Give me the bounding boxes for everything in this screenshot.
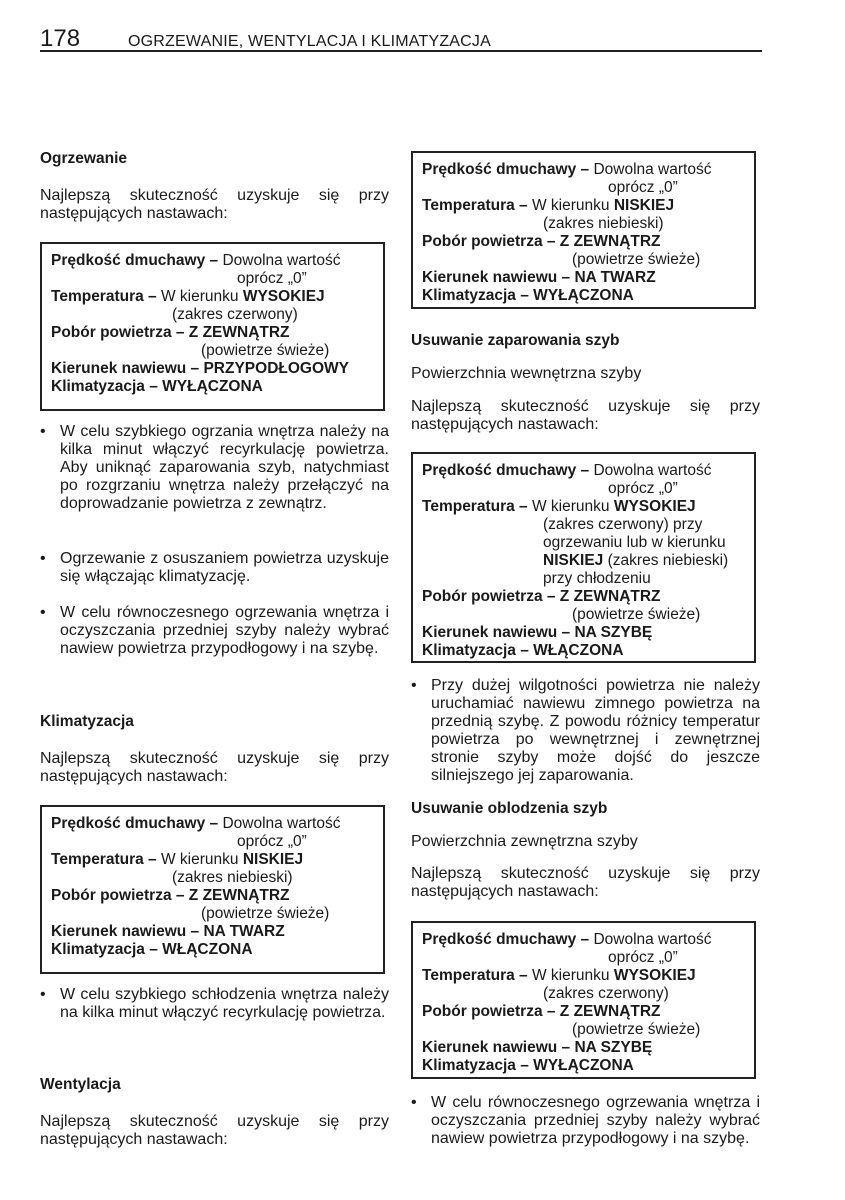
intake-setting: Pobór powietrza – Z ZEWNĄTRZ — [51, 887, 290, 904]
blower-value-cont: oprócz „0” — [608, 480, 678, 497]
temperature-cont: (zakres czerwony) — [172, 306, 298, 323]
list-item: • W celu szybkiego ogrzania wnętrza należy na kilka minut włączyć recyrkulację powietrza. Aby uniknąć zaparowania szyb, natychmiast po rozgrzaniu wnętrza należy przełączyć na doprowadzanie powietrza z zewnątrz. — [40, 423, 389, 512]
direction-setting: Kierunek nawiewu – NA SZYBĘ — [422, 1039, 653, 1056]
blower-label: Prędkość dmuchawy – — [51, 252, 219, 269]
direction-setting: Kierunek nawiewu – NA TWARZ — [422, 269, 656, 286]
bullet-text: Przy dużej wilgotności powietrza nie należy uruchamiać nawiewu zimnego powietrza na przednią szybę. Z powodu różnicy temperatur powietrza po wewnętrznej i zewnętrznej stronie szyby może dojść do jeszcze silniejszego jej zaparowania. — [431, 677, 760, 784]
temperature-cont: (zakres niebieski) — [607, 552, 729, 569]
list-item: • W celu równoczesnego ogrzewania wnętrza i oczyszczania przedniej szyby należy wybrać nawiew powietrza przypodłogowy i na szybę. — [411, 1094, 760, 1147]
page-number: 178 — [40, 25, 81, 52]
temperature-cont-bold: NISKIEJ — [543, 552, 604, 569]
bullet-text: W celu szybkiego schłodzenia wnętrza należy na kilka minut włączyć recyrkulację powietrza. — [60, 986, 389, 1021]
heating-settings-box — [40, 242, 385, 411]
direction-setting: Kierunek nawiewu – NA TWARZ — [51, 923, 285, 940]
ventilation-settings-box — [411, 151, 756, 309]
temperature-label: Temperatura – — [51, 851, 157, 868]
blower-value-cont: oprócz „0” — [237, 833, 307, 850]
intake-cont: (powietrze świeże) — [572, 1021, 701, 1038]
blower-value-cont: oprócz „0” — [608, 179, 678, 196]
temperature-value: W kierunku — [531, 498, 610, 515]
ac-setting: Klimatyzacja – WYŁĄCZONA — [422, 287, 634, 304]
blower-value: Dowolna wartość — [222, 252, 341, 269]
ac-setting: Klimatyzacja – WŁĄCZONA — [51, 941, 253, 958]
temperature-cont: ogrzewaniu lub w kierunku — [543, 534, 726, 551]
section-heading-defog: Usuwanie zaparowania szyb — [411, 332, 620, 349]
defog-sub: Powierzchnia wewnętrzna szyby — [411, 365, 642, 382]
ac-setting: Klimatyzacja – WYŁĄCZONA — [51, 378, 263, 395]
temperature-value: W kierunku — [160, 288, 239, 305]
temperature-label: Temperatura – — [422, 498, 528, 515]
blower-value-cont: oprócz „0” — [608, 949, 678, 966]
defog-intro: Najlepszą skuteczność uzyskuje się przy następujących nastawach: — [411, 398, 760, 433]
temperature-cont: (zakres czerwony) przy — [543, 516, 703, 533]
temperature-value: W kierunku — [531, 967, 610, 984]
ac-intro: Najlepszą skuteczność uzyskuje się przy następujących nastawach: — [40, 750, 389, 785]
blower-value: Dowolna wartość — [593, 931, 712, 948]
intake-cont: (powietrze świeże) — [572, 251, 701, 268]
blower-value: Dowolna wartość — [593, 161, 712, 178]
bullet-text: W celu równoczesnego ogrzewania wnętrza i oczyszczania przedniej szyby należy wybrać nawiew powietrza przypodłogowy i na szybę. — [431, 1094, 760, 1147]
temperature-label: Temperatura – — [422, 197, 528, 214]
temperature-value-bold: WYSOKIEJ — [613, 967, 696, 984]
blower-label: Prędkość dmuchawy – — [422, 931, 590, 948]
ventilation-intro: Najlepszą skuteczność uzyskuje się przy następujących nastawach: — [40, 1113, 389, 1148]
temperature-value-bold: NISKIEJ — [242, 851, 304, 868]
blower-label: Prędkość dmuchawy – — [422, 161, 590, 178]
temperature-cont: (zakres czerwony) — [543, 985, 669, 1002]
bullet-text: Ogrzewanie z osuszaniem powietrza uzyskuje się włączając klimatyzację. — [60, 550, 389, 585]
ac-setting: Klimatyzacja – WYŁĄCZONA — [422, 1057, 634, 1074]
defog-settings-box — [411, 452, 756, 663]
temperature-label: Temperatura – — [422, 967, 528, 984]
intake-cont: (powietrze świeże) — [201, 342, 330, 359]
direction-setting: Kierunek nawiewu – PRZYPODŁOGOWY — [51, 360, 349, 377]
bullet-text: W celu szybkiego ogrzania wnętrza należy na kilka minut włączyć recyrkulację powietrza. Aby uniknąć zaparowania szyb, natychmiast po rozgrzaniu wnętrza należy przełączyć na doprowadzanie powietrza z zewnątrz. — [60, 423, 389, 512]
defrost-sub: Powierzchnia zewnętrzna szyby — [411, 833, 638, 850]
section-heading-heating: Ogrzewanie — [40, 150, 127, 167]
intake-setting: Pobór powietrza – Z ZEWNĄTRZ — [422, 588, 661, 605]
page-header — [40, 26, 762, 52]
direction-setting: Kierunek nawiewu – NA SZYBĘ — [422, 624, 653, 641]
ac-setting: Klimatyzacja – WŁĄCZONA — [422, 642, 624, 659]
blower-label: Prędkość dmuchawy – — [422, 462, 590, 479]
blower-value: Dowolna wartość — [593, 462, 712, 479]
blower-label: Prędkość dmuchawy – — [51, 815, 219, 832]
intake-cont: (powietrze świeże) — [572, 606, 701, 623]
section-heading-ac: Klimatyzacja — [40, 713, 134, 730]
temperature-value: W kierunku — [160, 851, 239, 868]
list-item: • Przy dużej wilgotności powietrza nie należy uruchamiać nawiewu zimnego powietrza na przednią szybę. Z powodu różnicy temperatur powietrza po wewnętrznej i zewnętrznej stronie szyby może dojść do jeszcze silniejszego jej zaparowania. — [411, 677, 760, 784]
chapter-title: OGRZEWANIE, WENTYLACJA I KLIMATYZACJA — [128, 33, 492, 50]
ac-settings-box — [40, 805, 385, 974]
section-heading-defrost: Usuwanie oblodzenia szyb — [411, 800, 608, 817]
temperature-cont: (zakres niebieski) — [172, 869, 293, 886]
intake-setting: Pobór powietrza – Z ZEWNĄTRZ — [422, 1003, 661, 1020]
blower-value: Dowolna wartość — [222, 815, 341, 832]
heating-intro: Najlepszą skuteczność uzyskuje się przy następujących nastawach: — [40, 187, 389, 222]
defrost-settings-box — [411, 921, 756, 1079]
defrost-intro: Najlepszą skuteczność uzyskuje się przy następujących nastawach: — [411, 865, 760, 900]
temperature-value-bold: WYSOKIEJ — [242, 288, 325, 305]
intake-cont: (powietrze świeże) — [201, 905, 330, 922]
intake-setting: Pobór powietrza – Z ZEWNĄTRZ — [422, 233, 661, 250]
list-item: • W celu równoczesnego ogrzewania wnętrza i oczyszczania przedniej szyby należy wybrać nawiew powietrza przypodłogowy i na szybę. — [40, 604, 389, 657]
temperature-cont: (zakres niebieski) — [543, 215, 664, 232]
temperature-value-bold: WYSOKIEJ — [613, 498, 696, 515]
section-heading-ventilation: Wentylacja — [40, 1076, 121, 1093]
temperature-value: W kierunku — [531, 197, 610, 214]
temperature-cont: przy chłodzeniu — [543, 570, 651, 587]
list-item: • Ogrzewanie z osuszaniem powietrza uzyskuje się włączając klimatyzację. — [40, 550, 389, 585]
blower-value-cont: oprócz „0” — [237, 270, 307, 287]
list-item: • W celu szybkiego schłodzenia wnętrza należy na kilka minut włączyć recyrkulację powietrza. — [40, 986, 389, 1021]
bullet-text: W celu równoczesnego ogrzewania wnętrza i oczyszczania przedniej szyby należy wybrać nawiew powietrza przypodłogowy i na szybę. — [60, 604, 389, 657]
temperature-label: Temperatura – — [51, 288, 157, 305]
temperature-value-bold: NISKIEJ — [613, 197, 675, 214]
intake-setting: Pobór powietrza – Z ZEWNĄTRZ — [51, 324, 290, 341]
